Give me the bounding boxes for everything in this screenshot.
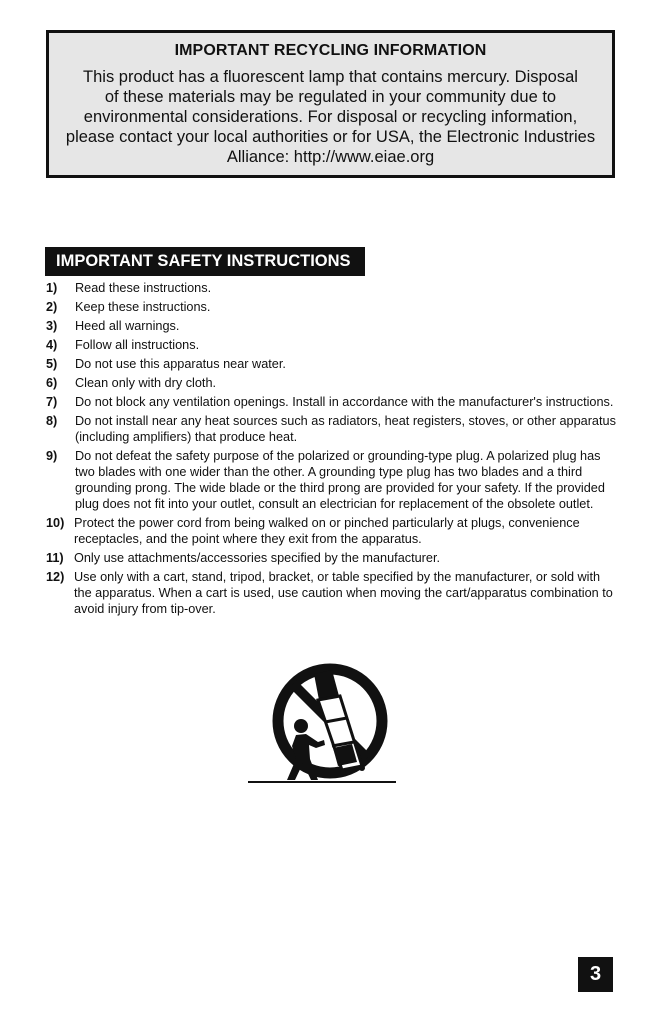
list-item — [46, 413, 616, 445]
item-number: 12) — [46, 570, 65, 584]
list-item — [46, 318, 616, 334]
item-text: Heed all warnings. — [75, 319, 180, 333]
list-item — [46, 448, 616, 512]
item-text: Do not block any ventilation openings. Install in accordance with the manufacturer's instructions. — [75, 395, 614, 409]
item-text: Do not defeat the safety purpose of the polarized or grounding-type plug. A polarized plug has two blades with one wider than the other. A grounding type plug has two blades and a third grounding prong. The wide blade or the third prong are provided for your safety. If the provided plug does not fit into your outlet, consult an electrician for replacement of the obsolete outlet. — [75, 449, 605, 511]
item-number: 3) — [46, 319, 58, 333]
recycling-body — [59, 67, 602, 167]
recycling-info-box — [46, 30, 615, 178]
item-text: Read these instructions. — [75, 281, 212, 295]
item-number: 1) — [46, 281, 58, 295]
list-item — [46, 515, 616, 547]
item-text: Follow all instructions. — [75, 338, 200, 352]
list-item — [46, 569, 616, 617]
list-item — [46, 280, 616, 296]
item-text: Only use attachments/accessories specified by the manufacturer. — [74, 551, 441, 565]
recycling-line: environmental considerations. For disposal or recycling information, — [83, 108, 578, 126]
item-text: Do not install near any heat sources such as radiators, heat registers, stoves, or other apparatus (including amplifiers) that produce heat. — [75, 414, 616, 444]
list-item — [46, 375, 616, 391]
list-item — [46, 337, 616, 353]
list-item — [46, 299, 616, 315]
recycling-line: This product has a fluorescent lamp that contains mercury. Disposal — [83, 68, 578, 86]
item-number: 6) — [46, 376, 58, 390]
item-text: Use only with a cart, stand, tripod, bracket, or table specified by the manufacturer, or sold with the apparatus. When a cart is used, use caution when moving the cart/apparatus combination to avoid injury from tip-over. — [74, 570, 613, 616]
item-number: 10) — [46, 516, 65, 530]
item-text: Keep these instructions. — [75, 300, 211, 314]
item-text: Protect the power cord from being walked on or pinched particularly at plugs, convenience receptacles, and the point where they exit from the apparatus. — [74, 516, 580, 546]
item-number: 9) — [46, 449, 58, 463]
recycling-line: please contact your local authorities or for USA, the Electronic Industries — [65, 128, 596, 146]
page-number: 3 — [578, 957, 613, 992]
safety-instructions-list — [46, 280, 616, 620]
list-item — [46, 394, 616, 410]
item-number: 5) — [46, 357, 58, 371]
item-number: 2) — [46, 300, 58, 314]
recycling-line: of these materials may be regulated in your community due to — [104, 88, 557, 106]
list-item — [46, 550, 616, 566]
item-text: Do not use this apparatus near water. — [75, 357, 286, 371]
safety-instructions-heading: IMPORTANT SAFETY INSTRUCTIONS — [45, 247, 365, 276]
item-number: 4) — [46, 338, 58, 352]
item-number: 11) — [46, 551, 64, 565]
recycling-line: Alliance: http://www.eiae.org — [226, 148, 435, 166]
item-text: Clean only with dry cloth. — [75, 376, 217, 390]
cart-tip-over-warning-icon — [246, 662, 398, 786]
recycling-title: IMPORTANT RECYCLING INFORMATION — [174, 42, 487, 59]
list-item — [46, 356, 616, 372]
item-number: 7) — [46, 395, 58, 409]
item-number: 8) — [46, 414, 58, 428]
